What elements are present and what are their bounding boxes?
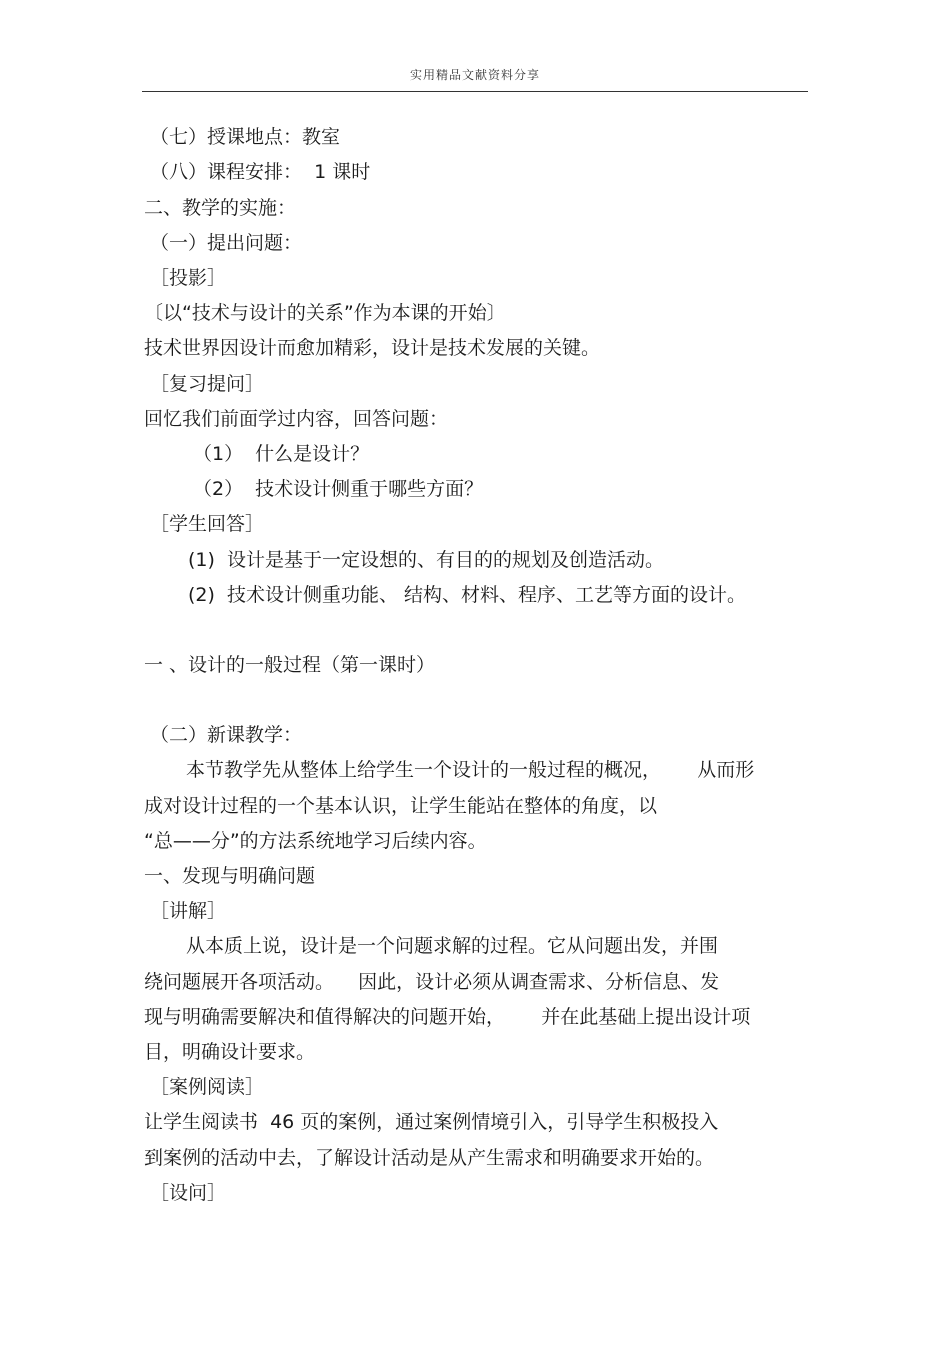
list-item: （2） 技术设计侧重于哪些方面？: [193, 478, 484, 500]
paragraph-line: 目，明确设计要求。: [144, 1041, 316, 1063]
text-line: （八）课程安排： 1 课时: [150, 161, 371, 183]
text-line: （一）提出问题：: [150, 232, 303, 254]
text-line: 技术世界因设计而愈加精彩，设计是技术发展的关键。: [144, 337, 601, 359]
paragraph-line: 绕问题展开各项活动。 因此，设计必须从调查需求、分析信息、发: [144, 971, 720, 993]
text-line: ［复习提问］: [150, 373, 265, 395]
section-heading: 二、教学的实施：: [144, 197, 297, 219]
text-line: （七）授课地点：教室: [150, 126, 341, 148]
header-rule: [142, 91, 808, 92]
paragraph-line: 从本质上说，设计是一个问题求解的过程。它从问题出发，并围: [186, 935, 719, 957]
paragraph-line: 现与明确需要解决和值得解决的问题开始， 并在此基础上提出设计项: [144, 1006, 751, 1028]
section-heading: 一 、设计的一般过程（第一课时）: [144, 654, 436, 676]
text-line: ［学生回答］: [150, 513, 265, 535]
paragraph-line: 到案例的活动中去，了解设计活动是从产生需求和明确要求开始的。: [144, 1147, 715, 1169]
text-line: ［案例阅读］: [150, 1076, 265, 1098]
page-header: 实用精品文献资料分享: [409, 68, 540, 82]
text-line: 回忆我们前面学过内容，回答问题：: [144, 408, 449, 430]
list-item: （1） 什么是设计？: [193, 443, 370, 465]
text-line: ［投影］: [150, 267, 227, 289]
section-heading: 一、发现与明确问题: [144, 865, 316, 887]
paragraph-line: 成对设计过程的一个基本认识，让学生能站在整体的角度，以: [144, 795, 658, 817]
text-line: 〔以“技术与设计的关系”作为本课的开始〕: [144, 302, 506, 324]
paragraph-line: 让学生阅读书 46 页的案例，通过案例情境引入，引导学生积极投入: [144, 1111, 719, 1133]
text-line: ［设问］: [150, 1182, 227, 1204]
paragraph-line: “总——分”的方法系统地学习后续内容。: [144, 830, 487, 852]
text-line: （二）新课教学：: [150, 724, 303, 746]
list-item: (2) 技术设计侧重功能、 结构、材料、程序、工艺等方面的设计。: [188, 584, 747, 606]
text-line: ［讲解］: [150, 900, 227, 922]
paragraph-line: 本节教学先从整体上给学生一个设计的一般过程的概况， 从而形: [186, 759, 755, 781]
list-item: (1) 设计是基于一定设想的、有目的的规划及创造活动。: [188, 549, 664, 571]
